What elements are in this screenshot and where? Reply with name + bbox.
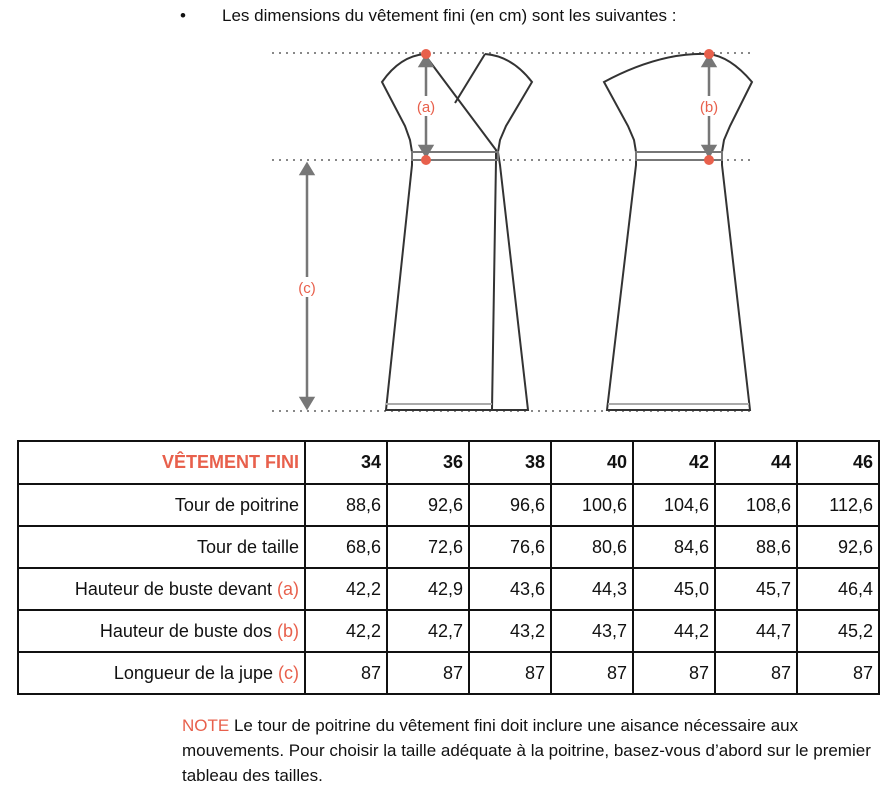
row-label [18,568,305,610]
table-row [18,568,879,610]
table-cell: 87 [469,652,551,694]
label-c: (c) [298,280,316,297]
note-title: NOTE [182,716,230,735]
table-cell: 87 [715,652,797,694]
table-cell: 72,6 [387,526,469,568]
table-cell: 46,4 [797,568,879,610]
row-label-text: Hauteur de buste dos [99,620,277,641]
table-cell: 42,9 [387,568,469,610]
table-cell: 87 [305,652,387,694]
table-cell: 42,2 [305,568,387,610]
table-cell: 68,6 [305,526,387,568]
table-cell: 43,2 [469,610,551,652]
size-header: 44 [715,441,797,484]
table-cell: 108,6 [715,484,797,526]
table-cell: 88,6 [715,526,797,568]
size-header: 42 [633,441,715,484]
row-label [18,526,305,568]
table-cell: 43,6 [469,568,551,610]
size-header: 38 [469,441,551,484]
table-cell: 80,6 [551,526,633,568]
table-cell: 43,7 [551,610,633,652]
table-cell: 44,3 [551,568,633,610]
front-dress-drawing [382,54,532,410]
row-label [18,652,305,694]
table-header-row [18,441,879,484]
row-label [18,610,305,652]
finished-garment-table [17,440,880,695]
size-header: 36 [387,441,469,484]
label-a: (a) [416,99,436,116]
table-cell: 42,2 [305,610,387,652]
row-label [18,484,305,526]
row-label-text: Tour de poitrine [174,494,299,515]
back-dress-drawing [604,54,752,410]
table-cell: 44,2 [633,610,715,652]
table-cell: 87 [551,652,633,694]
table-row [18,610,879,652]
label-b: (b) [699,99,719,116]
size-header: 34 [305,441,387,484]
row-label-tag: (a) [277,578,299,599]
table-cell: 84,6 [633,526,715,568]
table-cell: 87 [633,652,715,694]
table-cell: 87 [387,652,469,694]
table-cell: 45,7 [715,568,797,610]
table-row [18,526,879,568]
table-row [18,652,879,694]
note [182,713,882,788]
table-cell: 92,6 [387,484,469,526]
table-cell: 45,0 [633,568,715,610]
row-label-text: Longueur de la jupe [113,662,278,683]
table-cell: 44,7 [715,610,797,652]
row-label-text: Hauteur de buste devant [74,578,277,599]
size-header: 46 [797,441,879,484]
size-header: 40 [551,441,633,484]
table-row [18,484,879,526]
table-cell: 76,6 [469,526,551,568]
table-body [18,484,879,694]
bullet: • [180,6,186,25]
table-cell: 88,6 [305,484,387,526]
intro-text: Les dimensions du vêtement fini (en cm) sont les suivantes : [222,6,677,25]
measure-labels [295,96,721,297]
table-cell: 45,2 [797,610,879,652]
row-label-text: Tour de taille [196,536,299,557]
row-label-tag: (c) [278,662,299,683]
guide-lines [272,53,755,411]
table-cell: 87 [797,652,879,694]
table-cell: 42,7 [387,610,469,652]
table-cell: 112,6 [797,484,879,526]
table-cell: 92,6 [797,526,879,568]
row-label-tag: (b) [277,620,299,641]
note-text: Le tour de poitrine du vêtement fini doit inclure une aisance nécessaire aux mouvements. Pour choisir la taille adéquate à la poitrine, basez-vous d’abord sur le premier tableau des tailles. [182,716,871,785]
table-cell: 96,6 [469,484,551,526]
table-cell: 100,6 [551,484,633,526]
header-label: VÊTEMENT FINI [18,441,305,484]
table-cell: 104,6 [633,484,715,526]
